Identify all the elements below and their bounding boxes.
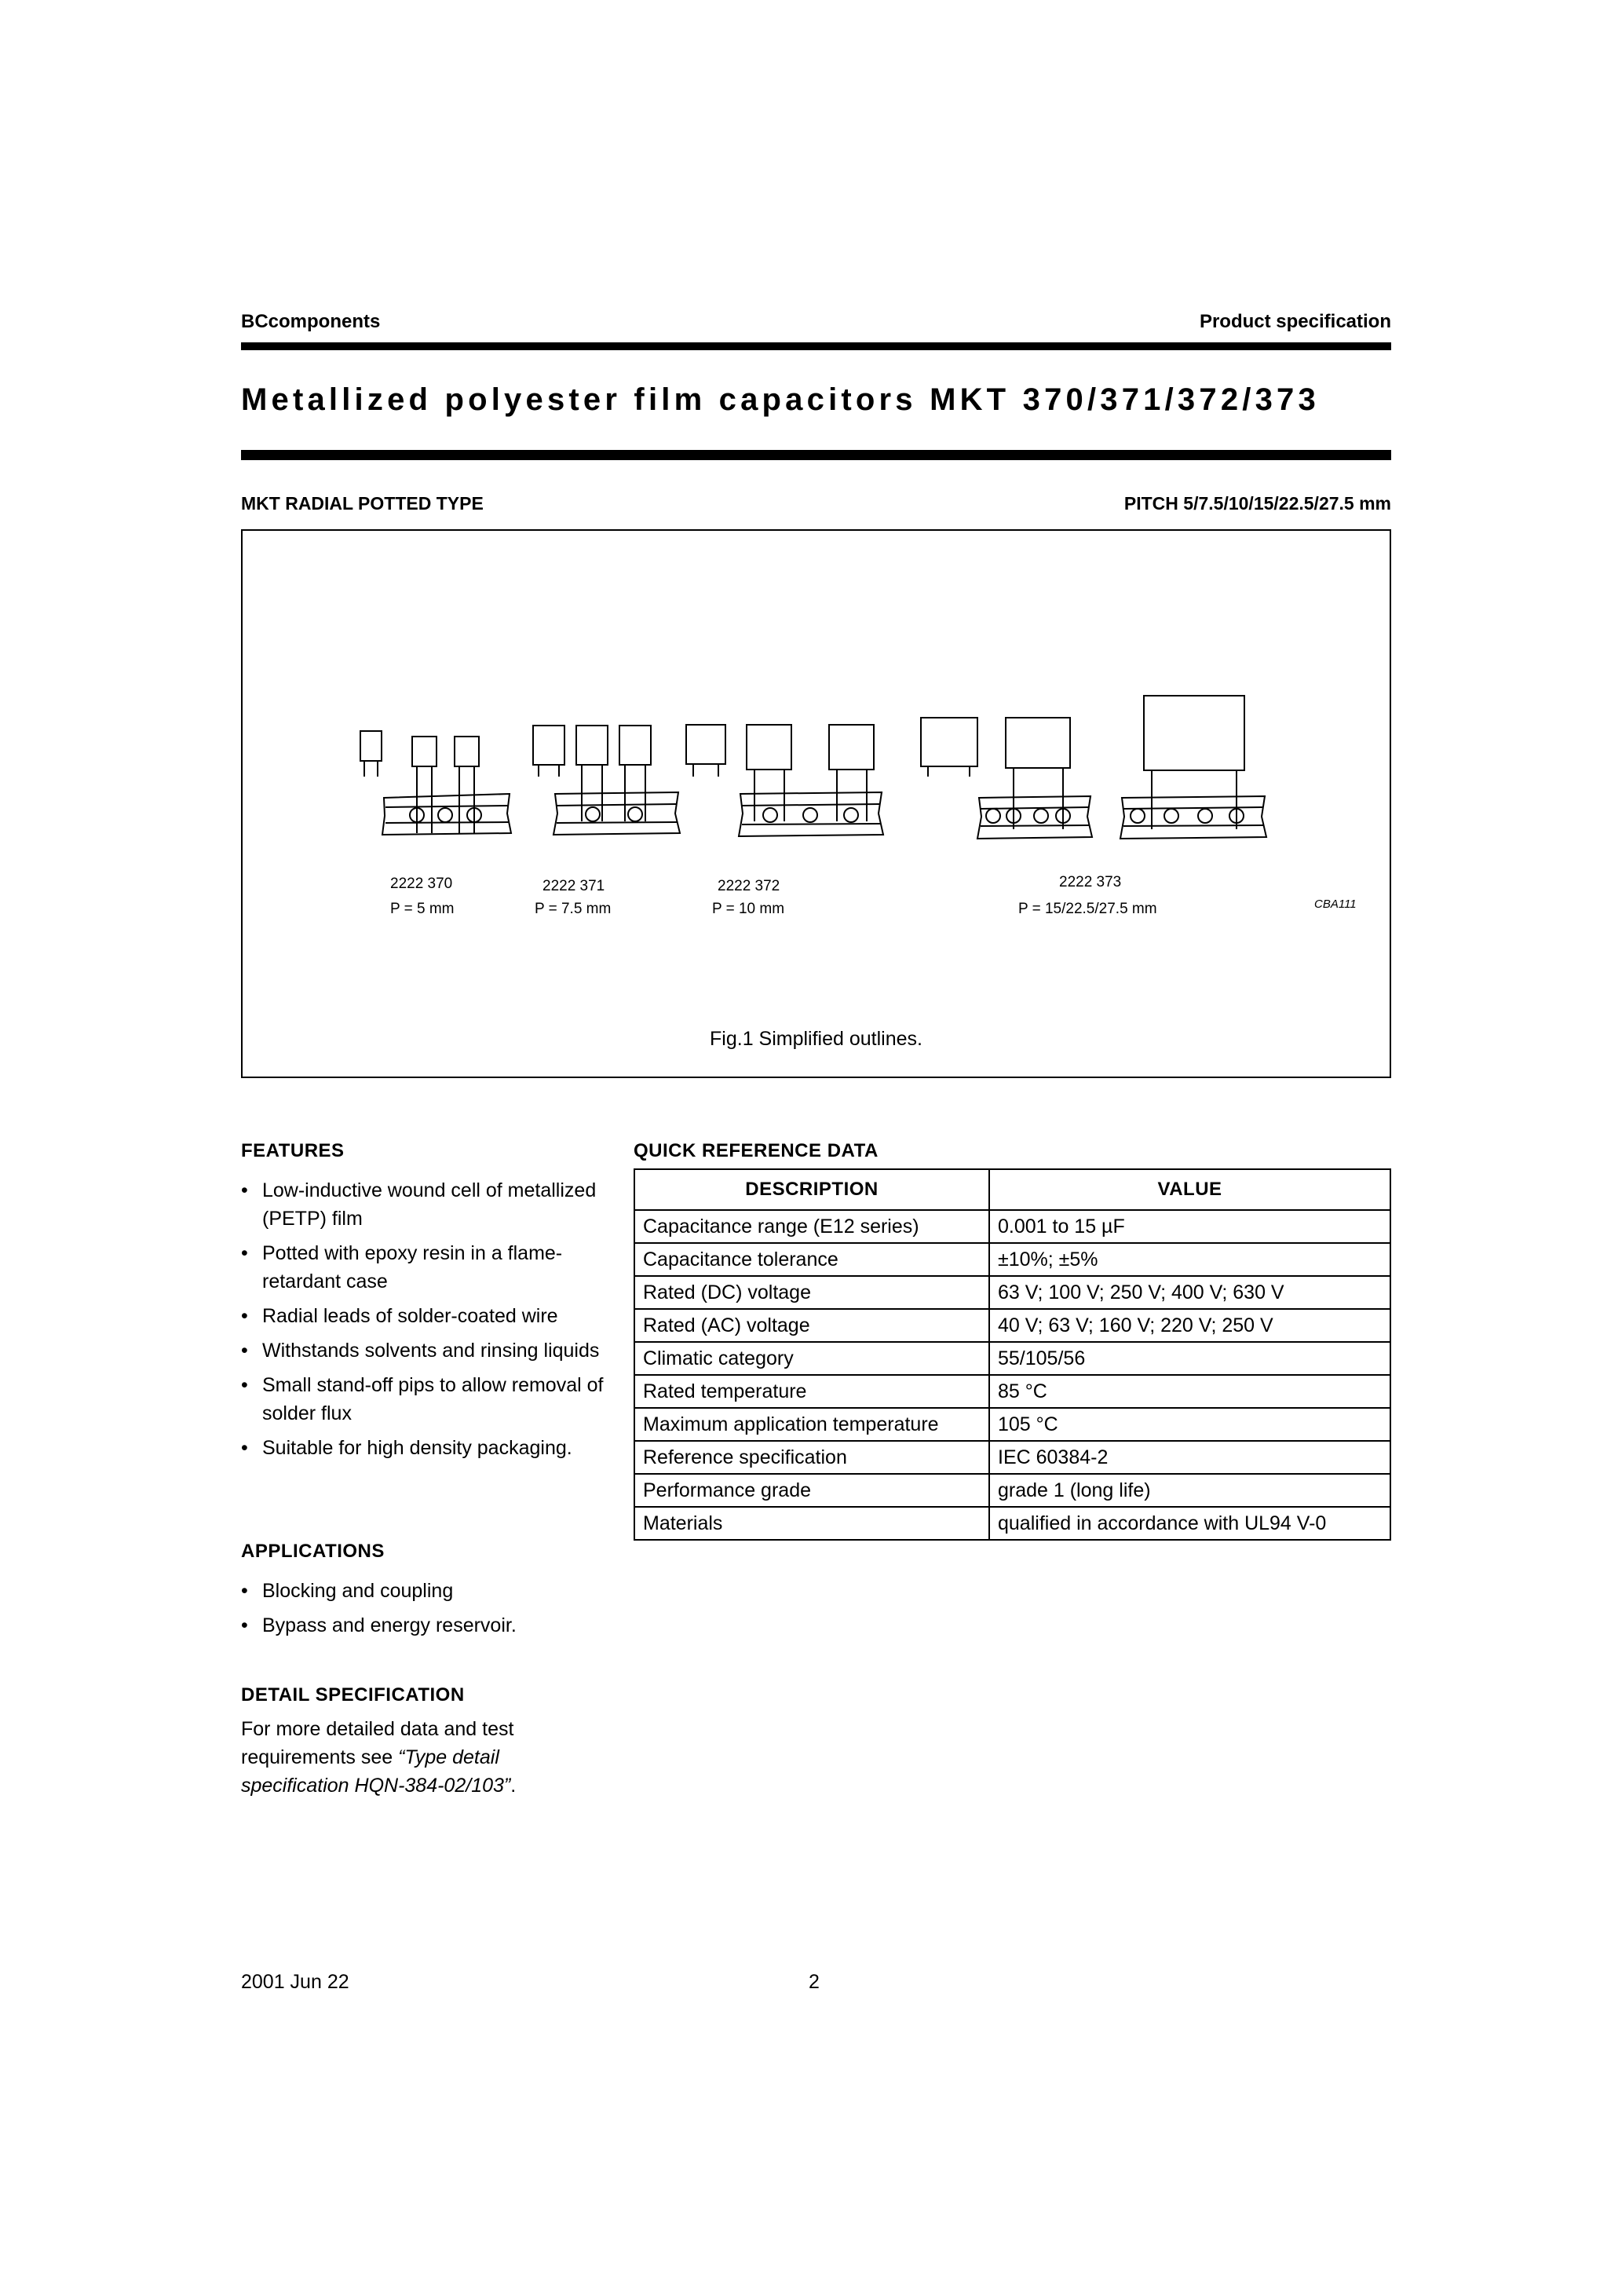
capacitor-outlines-drawing	[243, 531, 1390, 1077]
column-header-value: VALUE	[989, 1169, 1390, 1210]
outline-group-370	[360, 731, 511, 835]
group-370-code: 2222 370	[390, 876, 453, 892]
outline-group-373	[921, 696, 1266, 839]
list-item: • Radial leads of solder-coated wire	[241, 1305, 558, 1327]
features-list	[241, 1176, 610, 1468]
detail-spec-heading: DETAIL SPECIFICATION	[241, 1684, 465, 1706]
group-370-pitch: P = 5 mm	[390, 901, 455, 917]
table-row: Climatic category 55/105/56	[634, 1342, 1390, 1375]
table-row: Rated temperature 85 °C	[634, 1375, 1390, 1408]
figure-reference-code: CBA111	[1314, 898, 1357, 911]
outline-group-371	[533, 726, 680, 835]
list-item: • Bypass and energy reservoir.	[241, 1614, 517, 1636]
group-372-code: 2222 372	[718, 878, 780, 894]
table-row: Maximum application temperature 105 °C	[634, 1408, 1390, 1441]
company-name: BCcomponents	[241, 311, 381, 332]
applications-heading: APPLICATIONS	[241, 1541, 385, 1562]
table-row: Capacitance range (E12 series) 0.001 to 15 µF	[634, 1210, 1390, 1243]
list-item: • Suitable for high density packaging.	[241, 1437, 572, 1459]
applications-list	[241, 1577, 610, 1646]
page-number: 2	[809, 1971, 820, 1993]
pitch-range: PITCH 5/7.5/10/15/22.5/27.5 mm	[1123, 493, 1391, 514]
product-type: MKT RADIAL POTTED TYPE	[241, 493, 484, 514]
group-371-code: 2222 371	[542, 878, 605, 894]
outline-group-372	[686, 725, 883, 836]
list-item: • Potted with epoxy resin in a flame-retardant case	[241, 1242, 563, 1292]
features-heading: FEATURES	[241, 1140, 345, 1161]
table-row: Capacitance tolerance ±10%; ±5%	[634, 1243, 1390, 1276]
footer-date: 2001 Jun 22	[241, 1971, 349, 1993]
document-type: Product specification	[1199, 311, 1391, 332]
group-371-pitch: P = 7.5 mm	[535, 901, 612, 917]
page-title: Metallized polyester film capacitors MKT 370/371/372/373	[241, 382, 1320, 417]
group-373-code: 2222 373	[1059, 874, 1122, 890]
list-item: • Blocking and coupling	[241, 1580, 454, 1602]
list-item: • Withstands solvents and rinsing liquids	[241, 1340, 600, 1362]
figure-caption: Fig.1 Simplified outlines.	[710, 1028, 922, 1050]
group-372-pitch: P = 10 mm	[712, 901, 785, 917]
figure-box	[241, 529, 1391, 1078]
detail-spec-text: For more detailed data and test requirements see “Type detail specification HQN-384-02/103”.	[241, 1718, 517, 1797]
title-rule	[241, 450, 1391, 460]
table-row: Materials qualified in accordance with UL94 V-0	[634, 1507, 1390, 1540]
table-header-row	[634, 1169, 1390, 1210]
header-rule	[241, 342, 1391, 350]
detail-spec-reference: “Type detail specification HQN-384-02/103”	[241, 1746, 511, 1797]
group-373-pitch: P = 15/22.5/27.5 mm	[1018, 901, 1157, 917]
table-row: Rated (AC) voltage 40 V; 63 V; 160 V; 220 V; 250 V	[634, 1309, 1390, 1342]
column-header-description: DESCRIPTION	[634, 1169, 989, 1210]
list-item: • Small stand-off pips to allow removal of solder flux	[241, 1374, 604, 1424]
quick-reference-table	[634, 1168, 1391, 1541]
table-row: Rated (DC) voltage 63 V; 100 V; 250 V; 400 V; 630 V	[634, 1276, 1390, 1309]
table-row: Performance grade grade 1 (long life)	[634, 1474, 1390, 1507]
table-row: Reference specification IEC 60384-2	[634, 1441, 1390, 1474]
quick-reference-heading: QUICK REFERENCE DATA	[634, 1140, 879, 1161]
list-item: • Low-inductive wound cell of metallized (PETP) film	[241, 1179, 597, 1230]
